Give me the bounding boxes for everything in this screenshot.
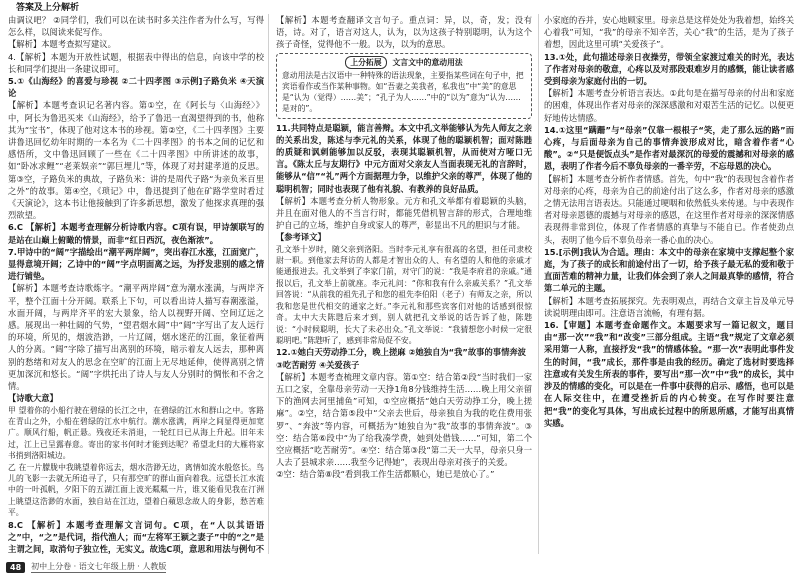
column-middle <box>276 14 532 556</box>
answer-item: 8.C 【解析】本题考查理解文言词句。C项，在“人以其语语之”中，“之”是代词，指代渔人；而“左将军王颖之妻子”中的“之”是主谓之间，取消句子独立性，无实义。故选C项，意思和用法与例句不 <box>8 519 264 554</box>
column-divider <box>538 14 539 554</box>
extension-title <box>282 56 526 69</box>
page-footer <box>6 558 166 576</box>
subheading: 【参考译文】 <box>276 232 326 243</box>
column-right <box>544 14 794 556</box>
answer-item: ③吃苦耐劳 ④关爱孩子 <box>276 359 360 370</box>
translation-paragraph: 甲 望着你的小船行驶在碧绿的长江之中，在碧绿的江水和群山之中。客路在青山之外，小船在碧绿的江水中航行。潮水涨满，两岸之间显得更加宽广。顺风行船，帆正悬。残夜还未消退，一轮红日已从海上升起。旧年未过，江上已呈露春意。寄出的家书何时才能到达呢？希望北归的大雁将家书捎到洛阳城边。 <box>8 405 264 461</box>
explanation-paragraph: 由调议吧？ ②同学们，我们可以在读书时多关注作者为什么写，写得怎么样，以阅读来促写作。 <box>8 15 264 38</box>
explanation-paragraph: 【解析】本题考查拓展探究。先表明观点，再结合文章主旨及单元导读说明理由即可。注意语言流畅，有理有据。 <box>544 295 794 318</box>
answer-item: 16.【审题】本题考查命题作文。本题要求写一篇记叙文，题目由“那一次”“我”和“改变”三部分组成。主语“我”规定了文章必须采用第一人称，直接抒发“我”的情感体验。“那一次”表明此事件发生的时间，“我”成长，那件事是由我的经历。确定了选材时要选择注意或有关发生所表的事件，要写出“那一次”中“我”的成长，其中涉及的情感的变化，可以是在一件事中获得的启示、感悟，也可以是在人际交往中，在遭受挫折后的内心转变。在写作时要注意把“我”的变化写具体，写出成长过程中的所思所感，才能写出真情实感。 <box>544 320 794 428</box>
answer-item: 13.①处，此句描述母亲日夜操劳，带领全家渡过难关的时光，表达了作者对母亲的敬意，心疼以及对那段艰难岁月的感慨，能让读者感受到母亲为家庭付出的一切。 <box>544 51 794 87</box>
column-left <box>8 14 264 556</box>
translation-paragraph: 孔文举十岁时，随父亲到洛阳。当时李元礼享有很高的名望，担任司隶校尉一职。到他家去拜访的人都是才智出众的人、有名望的人和他的亲戚才能通报进去。孔文举到了李家门前，对守门的说：“我是李府君的亲戚。”通报以后，孔文举上前就座。李元礼问：“你和我有什么亲戚关系？”孔文举回答说：“从前我的祖先孔子和您的祖先李伯阳（老子）有师友之亲，所以我和您是世代相交的通家之好。”李元礼和那些宾客们对他的话感到很惊奇。太中大夫陈韪后来才到，别人就把孔文举说的话告诉了他，陈韪说：“小时候聪明，长大了未必出众。”孔文举说：“我猜想您小时候一定很聪明吧。”陈韪听了，感到非常局促不安。 <box>276 244 532 345</box>
answer-item: 14.①这里“蹒跚”与“母亲”仅靠一根根子“笑，走了那么远的路”而心疼，与后面母亲为自己的事情奔波形成对比，暗含着作者“心酸”。②“只是便饭点头”是作者对最深沉的母爱的震撼和对母亲的感恩，表明了作者今后不辜负母亲的一番辛劳，不忘母恩的决心。 <box>544 124 794 172</box>
extension-heading: 文言文中的意动用法 <box>392 57 463 67</box>
answer-item: 15.[示例]我认为合适。理由：本文中的母亲在家境中支撑起整个家庭，为了孩子的成长和前途付出了一切，给予孩子最无私的爱和敬于直面苦难的精神力量，让我们体会到了亲人之间最真挚的感情，符合第二单元的主题。 <box>544 246 794 294</box>
answer-item: 7.甲诗中的“阔”字描绘出“潮平两岸阔”，突出春江水涨，江面宽广，显得意境开阔；乙诗中的“阔”字点明面离之远，为抒发悲别的感之情进行铺垫。 <box>8 246 264 282</box>
answer-item: 6.C 【解析】本题考查理解分析诗歌内容。C项有误，甲诗颔联写的是站在山巅上俯瞰的情景，而非“红日西沉，夜色渐浓”。 <box>8 222 264 245</box>
explanation-paragraph: 【解析】本题考查分析语言表达。①此句是在描写母亲的付出和家庭的困难，体现出作者对母亲的深深感激和对艰苦生活的记忆。以便更好地传达情感。 <box>544 88 794 123</box>
explanation-paragraph: 【解析】本题考查分析作者情感。首先，句中“我”的表现包含着作者对母亲的心疼，母亲为自己的前途付出了这么多，作者对母亲的感激之情无法用言语表达。只能通过哽咽和依然低头来传递。与中表现作者对母亲恩德的震撼与对母亲的感恩，在这里作者对母亲的深深情感表现得非常到位，体现了作者情感的真挚与不能自已。作者使劲点头，表明了他今后不辜负母亲一番心血的决心。 <box>544 173 794 245</box>
explanation-paragraph: 【解析】本题考查梳理文章内容。第①空：结合第②段“当时我们一家五口之家，全靠母亲劳动一天挣1角8分钱维持生活……晚上用父亲留下的渔网去河里捕鱼”可知，①空应概括“她白天劳动挣工分，晚上搓麻”。②空，结合第⑤段中“父亲去世后，母亲独自为我的吃住费用张罗”、“奔波”等内容，可概括为“她独自为“我”故事的事情奔波”。③空：结合第⑥段中“为了给我凑学费，她到处借钱……”可知，第二个空应概括“吃苦耐劳”。④空：结合第③段“第二天一大早，母亲只身一人去了县城求亲……我至今记得她”，表现出母亲对孩子的关爱。 <box>276 371 532 468</box>
explanation-paragraph: 4.【解析】本题为开放性试题，根据表中得出的信息，向该中学的校长和同学们提出一条建议即可。 <box>8 51 264 74</box>
translation-paragraph: 乙 在一片朦胧中我眺望着你远去，烟水浩渺无边，离情如流水般悠长。鸟儿的飞影一去就无所追寻了，只有那空旷的群山面向着我。远望长江水流中的一叶孤帆，夕阳下的五湖江面上波光粼粼一片，谁又能看见我在汀洲上眺望这浩渺的水面，独自站在江边，望着白蘋思念故人的身影，愁苦难平。 <box>8 462 264 518</box>
explanation-paragraph: 【解析】本题考查翻译文言句子。重点词：异，以，奇，发；没有语，诗。对了，语言对这人，认为，以为这孩子特别聪明，认为这个孩子奇怪，觉得他不一般。以为，以为的意思。 <box>276 15 532 50</box>
extension-box <box>276 53 532 119</box>
column-divider <box>268 14 269 554</box>
explanation-paragraph: 【解析】本题考查识记名著内容。第①空，在《阿长与〈山海经〉》中，阿长为鲁迅买来《山海经》，给予了鲁迅一直渴望得到的书，他称其为“宝书”，体现了他对这本书的珍视。第②空，《二十四孝图》主要讲鲁迅回忆幼年时期的一本名为《二十四孝图》的书本之间的记忆和感悟所，文中鲁迅回顾了一些在《二十四孝图》中所讲述的故事，如“卧冰求鲤”“老莱娱亲”“郭巨埋儿”等，体现了对封建孝道的反思。第③空，子路负米的典故，子路负米：讲的是周代子路“为亲负米百里之外”的故事。第④空，《琐记》中，鲁迅提到了他在矿路学堂时看过《天演论》，这本书让他接触到了许多新思想，激发了他探求真理的强烈欲望。 <box>8 100 264 221</box>
subheading: 【诗歌大意】 <box>8 393 58 404</box>
extension-badge: 上分拓展 <box>345 56 386 69</box>
extension-body: 意动用法是古汉语中一种特殊的语法现象，主要指某些词在句子中，把宾语看作或当作某种事物。如“吾妻之美我者，私我也”中“美”的意思是“认为（觉得）……美”；“孔子为人……”中的“以为”意为“认为……是对的”。 <box>282 70 524 114</box>
page-number: 48 <box>6 562 25 573</box>
answer-item: 11.共同特点是聪颖，能言善辩。本文中孔文举能够认为先人师友之亲的关系出发，陈述与李元礼的关系，体现了他的聪颖机智；面对陈韪的质疑和讽刺能够加以反驳，表现其聪颖机智，从而使对方哑口无言。《陈太丘与友期行》中元方面对父亲友人当面表现无礼的言辞时，能够从“信”“礼”两个方面据理力争，以维护父亲的尊严，体现了他的聪明机智；同时也表现了他有礼貌、有教养的良好品质。 <box>276 122 532 194</box>
explanation-paragraph: 【解析】本题考查诗歌炼字。“潮平两岸阔”意为潮水涨满，与两岸齐平，整个江面十分开阔。联系上下句，可以看出诗人描写春潮涨溢，水面开阔，与两岸齐平的宏大景象，给人以视野开阔、空间辽远之感。展现出一种壮阔的气势，“望君烟水阔”中“阔”字写出了友人远行的环境，所见的，烟波浩渺，一片辽阔，烟水迷茫的江面，象征着两人的分离。“阔”字除了描写出离别的环境，暗示着友人远去，那种离别的愁绪和对友人的思念在空旷的江面上无尽地延伸，使得离别之情更加深沉和悠长。“阔”字烘托出了诗人与友人分别时的惆怅和不舍之情。 <box>8 283 264 392</box>
explanation-paragraph: 【解析】本题考查拟写建议。 <box>8 39 116 50</box>
answer-item: 5.①《山海经》的喜爱与珍视 ②二十四孝图 ③示例]子路负米 ④天演论 <box>8 76 264 99</box>
explanation-paragraph: 小家庭的吞并，安心地顾家里。母亲总是这样处处为我着想，始终关心着我”可知，“我”的母亲不知辛苦，关心“我”的生活，是为了孩子着想，因此这里可填“关爱孩子”。 <box>544 15 794 50</box>
section-header: 答案及上分解析 <box>16 3 80 13</box>
book-series-title: 初中上分卷 · 语文七年级上册 · 人教版 <box>31 562 167 571</box>
explanation-paragraph: 【解析】本题考查分析人物形象。元方和孔文举都有着聪颖的头脑，并且在面对他人的不当言行时，都能凭借机智言辞的形式，合理地维护自己的立场，维护自身或家人的尊严，彰显出不凡的胆识与才能。 <box>276 195 532 231</box>
explanation-paragraph: ②空：结合第⑧段“看到我工作生活都顺心，她已是放心了。” <box>276 469 495 480</box>
answer-item: 12.①她白天劳动挣工分，晚上搓麻 ②她独自为“我”故事的事情奔波 <box>276 347 526 358</box>
